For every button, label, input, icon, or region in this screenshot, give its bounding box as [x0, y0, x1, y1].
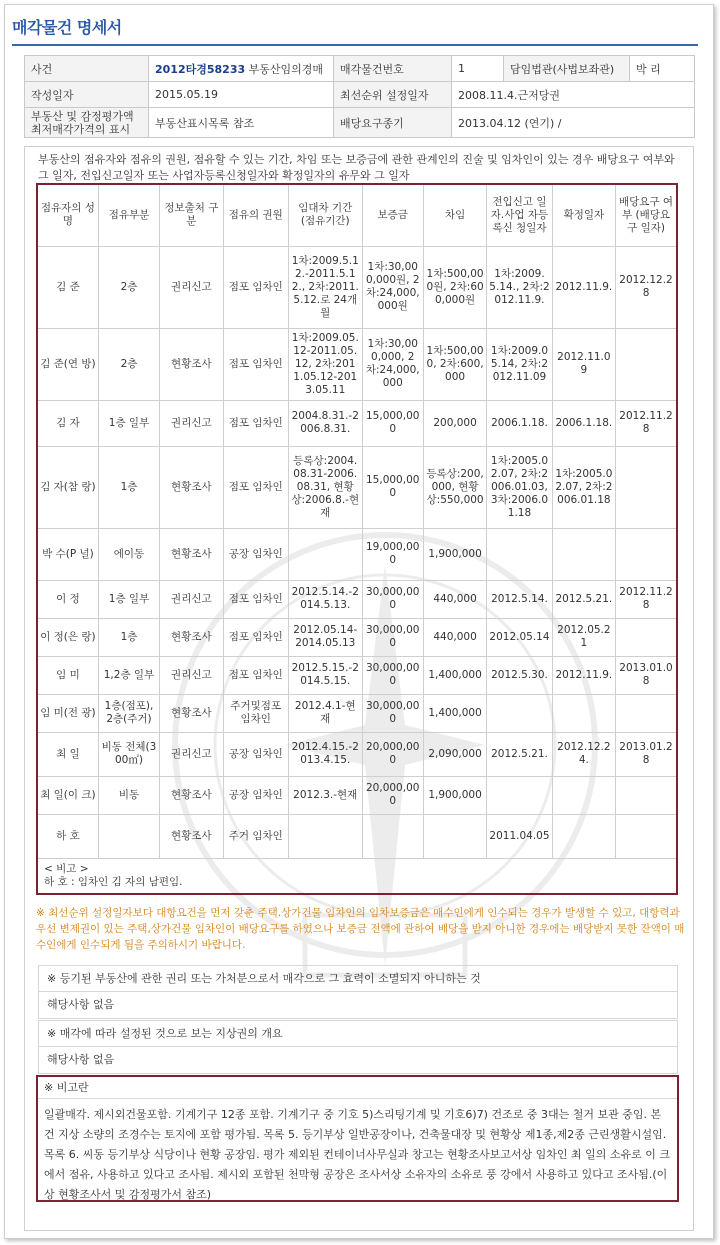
table-cell: 2012.12.28: [616, 246, 677, 328]
table-cell: [552, 528, 615, 580]
table-cell: 2012.11.28: [616, 580, 677, 618]
table-cell: 에이동: [98, 528, 159, 580]
deadline-value: 2013.04.12 (연기) /: [452, 108, 695, 138]
occupancy-header-cell: 점유자의 성명: [37, 184, 98, 246]
table-cell: 2층: [98, 246, 159, 328]
table-cell: [616, 814, 677, 858]
occupancy-header-cell: 차임: [423, 184, 486, 246]
table-cell: 2012.11.9.: [552, 246, 615, 328]
table-cell: 2012.11.9.: [552, 656, 615, 694]
table-row: [37, 656, 677, 694]
remarks-section: [36, 1075, 679, 1202]
occupancy-header-cell: 임대차 기간 (점유기간): [288, 184, 362, 246]
table-cell: 2012.4.1-현재: [288, 694, 362, 732]
table-cell: 2012.5.21.: [552, 580, 615, 618]
table-cell: 200,000: [423, 400, 486, 446]
table-cell: 30,000,000: [362, 656, 423, 694]
rights-section-heading: ※ 등기된 부동산에 관한 권리 또는 가처분으로서 매각으로 그 효력이 소멸되지 아니하는 것: [39, 966, 677, 992]
table-cell: [552, 776, 615, 814]
table-cell: 김 자: [37, 400, 98, 446]
table-cell: 1,900,000: [423, 776, 486, 814]
table-row: [37, 814, 677, 858]
table-cell: [552, 694, 615, 732]
table-cell: 2006.1.18.: [552, 400, 615, 446]
table-cell: 30,000,000: [362, 694, 423, 732]
table-cell: 현황조사: [160, 618, 223, 656]
table-cell: 20,000,000: [362, 776, 423, 814]
table-cell: 2층: [98, 328, 159, 400]
table-cell: 점포 임차인: [223, 446, 288, 528]
table-cell: 점포 임차인: [223, 656, 288, 694]
date-label: 작성일자: [25, 82, 149, 108]
warning-notice: ※ 최선순위 설정일자보다 대항요건을 먼저 갖춘 주택.상가건물 임차인의 임차보증금은 매수인에게 인수되는 경우가 발생할 수 있고, 대항력과 우선 변제권이 있는 주택,상가건물 임차인이 배당요구를 하였으나 보증금 전액에 관하여 배당을 받지 아니한 경우에는 배당받지 못한 잔액이 매수인에게 인수되게 됨을 주의하시기 바랍니다.: [36, 907, 685, 951]
table-row: [37, 618, 677, 656]
table-cell: 1차:2009.5.14., 2차:2012.11.9.: [487, 246, 552, 328]
occupancy-note-row: [37, 858, 677, 894]
page-title: 매각물건 명세서: [12, 18, 122, 37]
occupancy-description: 부동산의 점유자와 점유의 권원, 점유할 수 있는 기간, 차임 또는 보증금에 관한 관계인의 진술 및 임차인이 있는 경우 배당요구 여부와 그 일자, 전입신고일자 또는 사업자등록신청일자와 확정일자의 유무와 그 일자: [38, 153, 675, 182]
remarks-heading: ※ 비고란: [38, 1077, 677, 1099]
table-cell: [616, 328, 677, 400]
table-cell: 440,000: [423, 618, 486, 656]
table-cell: [362, 814, 423, 858]
table-cell: 2012.12.24.: [552, 732, 615, 776]
table-cell: 공장 임차인: [223, 528, 288, 580]
item-number: 1: [452, 56, 504, 82]
table-cell: 공장 임차인: [223, 732, 288, 776]
table-cell: 1차:30,000,000원, 2차:24,000,000원: [362, 246, 423, 328]
table-cell: 1차:2005.02.07, 2차:2006.01.18: [552, 446, 615, 528]
table-row: [37, 400, 677, 446]
table-cell: 등록상:2004.08.31-2006.08.31, 현황상:2006.8.-현재: [288, 446, 362, 528]
table-cell: 권리신고: [160, 246, 223, 328]
table-row: [37, 776, 677, 814]
table-cell: 권리신고: [160, 400, 223, 446]
table-cell: 1차:500,000, 2차:600,000: [423, 328, 486, 400]
table-cell: 김 준(연 방): [37, 328, 98, 400]
table-cell: 등록상:200,000, 현황상:550,000: [423, 446, 486, 528]
table-cell: 현황조사: [160, 328, 223, 400]
table-cell: [487, 528, 552, 580]
table-cell: [423, 814, 486, 858]
page-title-bar: [12, 10, 698, 46]
table-cell: 1,900,000: [423, 528, 486, 580]
table-cell: 현황조사: [160, 694, 223, 732]
table-cell: 15,000,000: [362, 400, 423, 446]
table-cell: [487, 776, 552, 814]
occupancy-body: [37, 246, 677, 858]
surface-right-heading: ※ 매각에 따라 설정된 것으로 보는 지상권의 개요: [39, 1021, 677, 1047]
item-number-label: 매각물건번호: [334, 56, 452, 82]
occupancy-header-cell: 정보출처 구분: [160, 184, 223, 246]
table-cell: 현황조사: [160, 814, 223, 858]
occupancy-header-cell: 점유부분: [98, 184, 159, 246]
table-cell: 2012.5.15.-2014.5.15.: [288, 656, 362, 694]
date-value: 2015.05.19: [149, 82, 334, 108]
surface-right-section: [38, 1020, 678, 1074]
table-cell: 주거 임차인: [223, 814, 288, 858]
table-cell: 1차:2009.05.12-2011.05.12, 2차:2011.05.12-2013.05.11: [288, 328, 362, 400]
table-cell: [288, 814, 362, 858]
table-cell: 1층 일부: [98, 400, 159, 446]
table-cell: 2012.3.-현재: [288, 776, 362, 814]
table-row: [37, 446, 677, 528]
table-cell: 최 일(이 크): [37, 776, 98, 814]
table-cell: 1차:2009.05.14, 2차:2012.11.09: [487, 328, 552, 400]
table-cell: 2012.4.15.-2013.4.15.: [288, 732, 362, 776]
property-label: 부동산 및 감정평가액 최저매각가격의 표시: [25, 108, 149, 138]
table-cell: 2012.5.21.: [487, 732, 552, 776]
table-cell: [616, 618, 677, 656]
table-cell: 2012.05.21: [552, 618, 615, 656]
table-cell: 30,000,000: [362, 618, 423, 656]
table-cell: 1차:500,000원, 2차:600,000원: [423, 246, 486, 328]
table-cell: 권리신고: [160, 656, 223, 694]
table-row: [37, 694, 677, 732]
table-cell: 현황조사: [160, 528, 223, 580]
table-cell: 2011.04.05: [487, 814, 552, 858]
case-type: 부동산임의경매: [248, 62, 324, 76]
table-cell: 2006.1.18.: [487, 400, 552, 446]
table-cell: 현황조사: [160, 776, 223, 814]
table-cell: 주거및점포 임차인: [223, 694, 288, 732]
table-cell: 20,000,000: [362, 732, 423, 776]
table-cell: 2012.11.09: [552, 328, 615, 400]
table-cell: 최 일: [37, 732, 98, 776]
priority-date-label: 최선순위 설정일자: [334, 82, 452, 108]
case-info-table: [24, 55, 695, 138]
table-row: [37, 328, 677, 400]
table-cell: 440,000: [423, 580, 486, 618]
table-cell: 2004.8.31.-2006.8.31.: [288, 400, 362, 446]
deadline-label: 배당요구종기: [334, 108, 452, 138]
table-cell: 1,2층 일부: [98, 656, 159, 694]
table-cell: [616, 528, 677, 580]
surface-right-body: 해당사항 없음: [47, 1053, 115, 1066]
table-cell: [552, 814, 615, 858]
table-cell: 비동: [98, 776, 159, 814]
table-cell: 권리신고: [160, 580, 223, 618]
table-cell: 2012.5.30.: [487, 656, 552, 694]
table-cell: 1층(점포), 2층(주거): [98, 694, 159, 732]
table-cell: 점포 임차인: [223, 618, 288, 656]
table-cell: [616, 694, 677, 732]
table-cell: [487, 694, 552, 732]
case-number-cell: [149, 56, 334, 82]
table-cell: 2,090,000: [423, 732, 486, 776]
table-cell: 하 호: [37, 814, 98, 858]
occupancy-header-cell: 확정일자: [552, 184, 615, 246]
table-cell: 30,000,000: [362, 580, 423, 618]
table-cell: 2012.05.14: [487, 618, 552, 656]
table-cell: 임 미(전 광): [37, 694, 98, 732]
table-cell: 2012.05.14-2014.05.13: [288, 618, 362, 656]
table-cell: 권리신고: [160, 732, 223, 776]
case-number: 2012타경58233: [155, 62, 246, 76]
table-cell: 2013.01.08: [616, 656, 677, 694]
table-cell: 1,400,000: [423, 656, 486, 694]
table-cell: 이 정: [37, 580, 98, 618]
occupancy-header-cell: 점유의 권원: [223, 184, 288, 246]
table-cell: 1층: [98, 446, 159, 528]
table-cell: 박 수(P 널): [37, 528, 98, 580]
table-cell: [98, 814, 159, 858]
table-cell: 김 자(참 랑): [37, 446, 98, 528]
table-cell: [288, 528, 362, 580]
occupancy-header-row: [37, 184, 677, 246]
table-cell: 임 미: [37, 656, 98, 694]
table-row: [37, 580, 677, 618]
table-cell: 이 정(은 랑): [37, 618, 98, 656]
table-cell: 점포 임차인: [223, 328, 288, 400]
table-cell: 1차:30,000,000, 2차:24,000,000: [362, 328, 423, 400]
table-cell: 김 준: [37, 246, 98, 328]
table-row: [37, 246, 677, 328]
table-cell: 현황조사: [160, 446, 223, 528]
table-cell: 2013.01.28: [616, 732, 677, 776]
table-cell: 1,400,000: [423, 694, 486, 732]
table-cell: 2012.11.28: [616, 400, 677, 446]
table-cell: 비동 전체(300㎡): [98, 732, 159, 776]
occupancy-note-cell: [37, 858, 677, 894]
occupancy-header-cell: 보증금: [362, 184, 423, 246]
table-cell: 점포 임차인: [223, 246, 288, 328]
priority-date-value: 2008.11.4.근저당권: [452, 82, 695, 108]
rights-section-body: 해당사항 없음: [47, 998, 115, 1011]
occupancy-note-title: < 비고 >: [44, 862, 89, 875]
judge-name: 박 리: [630, 56, 695, 82]
remarks-body: 일괄매각. 제시외건물포함. 기계기구 12종 포함. 기계기구 중 기호 5)스리팅기계 및 기호6)7) 건조로 중 3대는 철거 보관 중임. 본 건 지상 소량의 조경수는 토지에 포함 평가됨. 목록 5. 등기부상 일반공장이나, 건축물대장 및 현황상 제1종,제2종 근린생활시설임. 목록 6. 씨동 등기부상 식당이나 현황 공장임. 평가 제외된 컨테이너사무실과 창고는 현황조사보고서상 임차인 최 일의 소유로 이 크에서 점유, 사용하고 있다고 조사됨. 제시외 포함된 천막형 공장은 조사서상 소유자의 소유로 풍 강에서 사용하고 있다고 조사됨.(이상 현황조사서 및 감정평가서 참조): [44, 1108, 670, 1201]
property-value: 부동산표시목록 참조: [149, 108, 334, 138]
table-cell: 2012.5.14.-2014.5.13.: [288, 580, 362, 618]
table-cell: [616, 446, 677, 528]
occupancy-header-cell: 전입신고 일자.사업 자등록신 청일자: [487, 184, 552, 246]
table-row: [37, 732, 677, 776]
table-cell: 19,000,000: [362, 528, 423, 580]
table-cell: 1차:2005.02.07, 2차:2006.01.03, 3차:2006.01.18: [487, 446, 552, 528]
judge-label: 담임법관(사법보좌관): [504, 56, 630, 82]
table-cell: 점포 임차인: [223, 580, 288, 618]
table-cell: 2012.5.14.: [487, 580, 552, 618]
table-cell: 공장 임차인: [223, 776, 288, 814]
table-cell: [616, 776, 677, 814]
table-cell: 1층 일부: [98, 580, 159, 618]
rights-section: [38, 965, 678, 1019]
occupancy-header-cell: 배당요구 여부 (배당요구 일자): [616, 184, 677, 246]
case-label: 사건: [25, 56, 149, 82]
table-cell: 1층: [98, 618, 159, 656]
table-row: [37, 528, 677, 580]
occupancy-note-text: 하 호 : 임차인 김 자의 남편임.: [44, 875, 183, 888]
table-cell: 1차:2009.5.12.-2011.5.12., 2차:2011.5.12.로 24개월: [288, 246, 362, 328]
table-cell: 점포 임차인: [223, 400, 288, 446]
occupancy-table: [36, 183, 678, 895]
table-cell: 15,000,000: [362, 446, 423, 528]
